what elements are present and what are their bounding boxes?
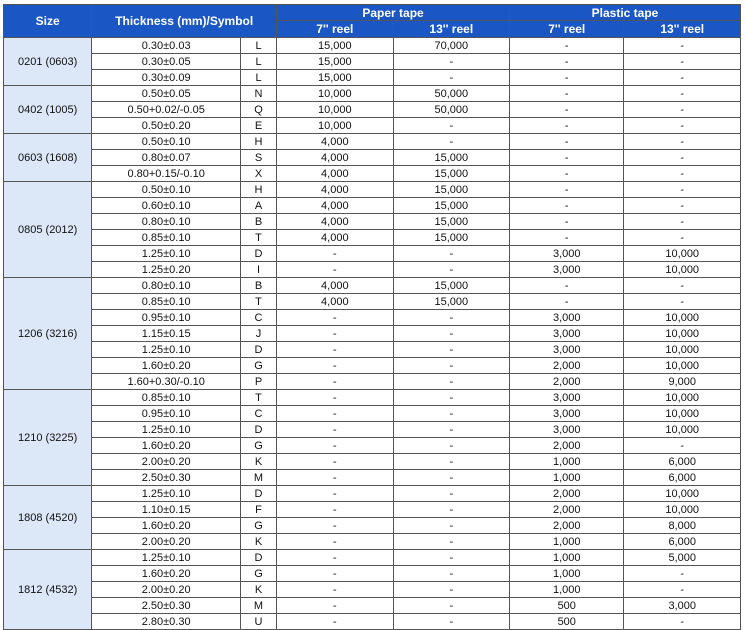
paper-7-reel-cell: 4,000: [277, 230, 393, 246]
thickness-cell: 0.50±0.10: [92, 182, 241, 198]
table-row: [4, 166, 741, 182]
paper-7-reel-cell: -: [277, 534, 393, 550]
symbol-cell: Q: [240, 102, 276, 118]
header-paper-7-reel: 7'' reel: [277, 21, 393, 38]
plastic-7-reel-cell: 2,000: [510, 518, 624, 534]
paper-13-reel-cell: 15,000: [393, 166, 509, 182]
symbol-cell: G: [240, 438, 276, 454]
paper-7-reel-cell: -: [277, 454, 393, 470]
plastic-13-reel-cell: -: [624, 38, 741, 54]
plastic-13-reel-cell: 5,000: [624, 550, 741, 566]
paper-7-reel-cell: -: [277, 470, 393, 486]
symbol-cell: E: [240, 118, 276, 134]
plastic-7-reel-cell: 500: [510, 598, 624, 614]
paper-7-reel-cell: -: [277, 582, 393, 598]
plastic-13-reel-cell: 10,000: [624, 262, 741, 278]
plastic-13-reel-cell: 9,000: [624, 374, 741, 390]
plastic-13-reel-cell: 10,000: [624, 390, 741, 406]
symbol-cell: K: [240, 454, 276, 470]
plastic-7-reel-cell: -: [510, 230, 624, 246]
symbol-cell: L: [240, 54, 276, 70]
plastic-7-reel-cell: -: [510, 134, 624, 150]
symbol-cell: L: [240, 70, 276, 86]
plastic-7-reel-cell: 500: [510, 614, 624, 630]
symbol-cell: D: [240, 550, 276, 566]
table-row: [4, 246, 741, 262]
plastic-7-reel-cell: 2,000: [510, 358, 624, 374]
thickness-cell: 0.50±0.20: [92, 118, 241, 134]
size-cell: 0402 (1005): [4, 86, 92, 134]
thickness-cell: 1.15±0.15: [92, 326, 241, 342]
symbol-cell: B: [240, 214, 276, 230]
paper-13-reel-cell: -: [393, 70, 509, 86]
paper-13-reel-cell: 15,000: [393, 198, 509, 214]
thickness-cell: 1.60+0.30/-0.10: [92, 374, 241, 390]
thickness-cell: 1.10±0.15: [92, 502, 241, 518]
packaging-table: [3, 4, 741, 630]
plastic-7-reel-cell: 2,000: [510, 438, 624, 454]
symbol-cell: H: [240, 134, 276, 150]
paper-13-reel-cell: -: [393, 582, 509, 598]
thickness-cell: 1.25±0.10: [92, 486, 241, 502]
plastic-7-reel-cell: -: [510, 198, 624, 214]
paper-7-reel-cell: 4,000: [277, 182, 393, 198]
symbol-cell: X: [240, 166, 276, 182]
paper-13-reel-cell: -: [393, 342, 509, 358]
paper-13-reel-cell: -: [393, 358, 509, 374]
plastic-7-reel-cell: 1,000: [510, 470, 624, 486]
plastic-7-reel-cell: -: [510, 118, 624, 134]
thickness-cell: 2.80±0.30: [92, 614, 241, 630]
table-row: [4, 230, 741, 246]
table-row: [4, 150, 741, 166]
paper-13-reel-cell: 15,000: [393, 182, 509, 198]
table-row: [4, 390, 741, 406]
size-cell: 0805 (2012): [4, 182, 92, 278]
plastic-13-reel-cell: 10,000: [624, 486, 741, 502]
paper-13-reel-cell: -: [393, 54, 509, 70]
symbol-cell: D: [240, 246, 276, 262]
size-cell: 1812 (4532): [4, 550, 92, 630]
plastic-13-reel-cell: -: [624, 54, 741, 70]
paper-7-reel-cell: 15,000: [277, 70, 393, 86]
table-row: [4, 454, 741, 470]
paper-7-reel-cell: -: [277, 326, 393, 342]
paper-13-reel-cell: -: [393, 326, 509, 342]
thickness-cell: 2.00±0.20: [92, 582, 241, 598]
table-row: [4, 262, 741, 278]
paper-13-reel-cell: -: [393, 390, 509, 406]
symbol-cell: U: [240, 614, 276, 630]
plastic-7-reel-cell: -: [510, 294, 624, 310]
thickness-cell: 0.50+0.02/-0.05: [92, 102, 241, 118]
thickness-cell: 1.25±0.10: [92, 550, 241, 566]
thickness-cell: 2.00±0.20: [92, 534, 241, 550]
plastic-13-reel-cell: -: [624, 198, 741, 214]
table-row: [4, 518, 741, 534]
paper-7-reel-cell: -: [277, 550, 393, 566]
plastic-13-reel-cell: -: [624, 438, 741, 454]
symbol-cell: H: [240, 182, 276, 198]
table-row: [4, 326, 741, 342]
plastic-7-reel-cell: 1,000: [510, 454, 624, 470]
plastic-13-reel-cell: 3,000: [624, 598, 741, 614]
table-row: [4, 118, 741, 134]
plastic-7-reel-cell: -: [510, 54, 624, 70]
thickness-cell: 0.50±0.10: [92, 134, 241, 150]
paper-7-reel-cell: -: [277, 614, 393, 630]
header-paper-tape: Paper tape: [277, 5, 510, 21]
plastic-13-reel-cell: -: [624, 582, 741, 598]
plastic-13-reel-cell: -: [624, 614, 741, 630]
plastic-13-reel-cell: -: [624, 230, 741, 246]
thickness-cell: 0.95±0.10: [92, 406, 241, 422]
paper-7-reel-cell: 4,000: [277, 134, 393, 150]
symbol-cell: T: [240, 294, 276, 310]
table-row: [4, 438, 741, 454]
plastic-13-reel-cell: 8,000: [624, 518, 741, 534]
thickness-cell: 0.60±0.10: [92, 198, 241, 214]
table-row: [4, 358, 741, 374]
symbol-cell: M: [240, 598, 276, 614]
paper-13-reel-cell: -: [393, 534, 509, 550]
paper-7-reel-cell: -: [277, 486, 393, 502]
thickness-cell: 1.60±0.20: [92, 438, 241, 454]
table-row: [4, 470, 741, 486]
paper-13-reel-cell: -: [393, 566, 509, 582]
paper-13-reel-cell: -: [393, 134, 509, 150]
paper-13-reel-cell: -: [393, 454, 509, 470]
plastic-13-reel-cell: 10,000: [624, 326, 741, 342]
plastic-13-reel-cell: -: [624, 294, 741, 310]
paper-13-reel-cell: 50,000: [393, 102, 509, 118]
thickness-cell: 1.25±0.20: [92, 262, 241, 278]
plastic-7-reel-cell: 1,000: [510, 550, 624, 566]
plastic-7-reel-cell: 2,000: [510, 502, 624, 518]
plastic-13-reel-cell: -: [624, 118, 741, 134]
table-row: [4, 486, 741, 502]
size-cell: 1206 (3216): [4, 278, 92, 390]
paper-7-reel-cell: 15,000: [277, 54, 393, 70]
paper-7-reel-cell: 4,000: [277, 214, 393, 230]
table-row: [4, 278, 741, 294]
plastic-7-reel-cell: 3,000: [510, 310, 624, 326]
plastic-13-reel-cell: -: [624, 86, 741, 102]
symbol-cell: N: [240, 86, 276, 102]
thickness-cell: 0.95±0.10: [92, 310, 241, 326]
symbol-cell: D: [240, 342, 276, 358]
paper-13-reel-cell: -: [393, 518, 509, 534]
paper-7-reel-cell: -: [277, 310, 393, 326]
symbol-cell: G: [240, 358, 276, 374]
symbol-cell: G: [240, 518, 276, 534]
table-row: [4, 582, 741, 598]
plastic-13-reel-cell: 6,000: [624, 454, 741, 470]
paper-13-reel-cell: -: [393, 502, 509, 518]
plastic-13-reel-cell: -: [624, 278, 741, 294]
paper-7-reel-cell: -: [277, 406, 393, 422]
size-cell: 1808 (4520): [4, 486, 92, 550]
plastic-7-reel-cell: 3,000: [510, 246, 624, 262]
plastic-7-reel-cell: 3,000: [510, 262, 624, 278]
table-row: [4, 406, 741, 422]
paper-7-reel-cell: -: [277, 374, 393, 390]
table-row: [4, 214, 741, 230]
thickness-cell: 0.30±0.09: [92, 70, 241, 86]
plastic-13-reel-cell: -: [624, 182, 741, 198]
thickness-cell: 0.80±0.07: [92, 150, 241, 166]
thickness-cell: 1.60±0.20: [92, 358, 241, 374]
paper-13-reel-cell: -: [393, 486, 509, 502]
plastic-13-reel-cell: 10,000: [624, 502, 741, 518]
plastic-7-reel-cell: -: [510, 70, 624, 86]
thickness-cell: 0.80±0.10: [92, 214, 241, 230]
table-body: [4, 38, 741, 630]
paper-13-reel-cell: 15,000: [393, 214, 509, 230]
plastic-13-reel-cell: 6,000: [624, 470, 741, 486]
symbol-cell: F: [240, 502, 276, 518]
paper-13-reel-cell: 50,000: [393, 86, 509, 102]
paper-13-reel-cell: -: [393, 262, 509, 278]
plastic-13-reel-cell: -: [624, 566, 741, 582]
table-row: [4, 422, 741, 438]
table-row: [4, 342, 741, 358]
paper-7-reel-cell: -: [277, 422, 393, 438]
paper-7-reel-cell: -: [277, 598, 393, 614]
plastic-7-reel-cell: -: [510, 166, 624, 182]
table-row: [4, 294, 741, 310]
plastic-7-reel-cell: 1,000: [510, 582, 624, 598]
table-row: [4, 534, 741, 550]
symbol-cell: S: [240, 150, 276, 166]
plastic-7-reel-cell: 3,000: [510, 342, 624, 358]
thickness-cell: 1.25±0.10: [92, 246, 241, 262]
plastic-13-reel-cell: -: [624, 166, 741, 182]
paper-7-reel-cell: -: [277, 262, 393, 278]
paper-7-reel-cell: 15,000: [277, 38, 393, 54]
paper-13-reel-cell: -: [393, 438, 509, 454]
plastic-7-reel-cell: 1,000: [510, 534, 624, 550]
header-thickness: Thickness (mm)/Symbol: [92, 5, 277, 38]
thickness-cell: 2.50±0.30: [92, 598, 241, 614]
paper-13-reel-cell: -: [393, 246, 509, 262]
plastic-7-reel-cell: -: [510, 214, 624, 230]
paper-13-reel-cell: -: [393, 598, 509, 614]
thickness-cell: 0.30±0.05: [92, 54, 241, 70]
thickness-cell: 0.80+0.15/-0.10: [92, 166, 241, 182]
paper-13-reel-cell: 15,000: [393, 230, 509, 246]
plastic-13-reel-cell: 6,000: [624, 534, 741, 550]
table-row: [4, 70, 741, 86]
plastic-13-reel-cell: -: [624, 134, 741, 150]
plastic-13-reel-cell: -: [624, 150, 741, 166]
paper-7-reel-cell: 4,000: [277, 278, 393, 294]
table-row: [4, 310, 741, 326]
plastic-7-reel-cell: 2,000: [510, 374, 624, 390]
paper-7-reel-cell: -: [277, 390, 393, 406]
paper-13-reel-cell: 15,000: [393, 150, 509, 166]
thickness-cell: 1.60±0.20: [92, 518, 241, 534]
paper-13-reel-cell: -: [393, 422, 509, 438]
thickness-cell: 0.80±0.10: [92, 278, 241, 294]
paper-13-reel-cell: -: [393, 406, 509, 422]
paper-7-reel-cell: 4,000: [277, 150, 393, 166]
symbol-cell: G: [240, 566, 276, 582]
plastic-13-reel-cell: 10,000: [624, 246, 741, 262]
plastic-13-reel-cell: -: [624, 214, 741, 230]
plastic-7-reel-cell: 3,000: [510, 422, 624, 438]
plastic-7-reel-cell: -: [510, 182, 624, 198]
symbol-cell: K: [240, 534, 276, 550]
header-paper-13-reel: 13'' reel: [393, 21, 509, 38]
symbol-cell: K: [240, 582, 276, 598]
symbol-cell: L: [240, 38, 276, 54]
table-row: [4, 550, 741, 566]
plastic-7-reel-cell: -: [510, 102, 624, 118]
table-row: [4, 198, 741, 214]
table-row: [4, 54, 741, 70]
size-cell: 1210 (3225): [4, 390, 92, 486]
table-row: [4, 374, 741, 390]
paper-7-reel-cell: 10,000: [277, 86, 393, 102]
paper-13-reel-cell: -: [393, 118, 509, 134]
paper-13-reel-cell: 70,000: [393, 38, 509, 54]
thickness-cell: 2.00±0.20: [92, 454, 241, 470]
paper-7-reel-cell: -: [277, 358, 393, 374]
header-plastic-7-reel: 7'' reel: [510, 21, 624, 38]
thickness-cell: 2.50±0.30: [92, 470, 241, 486]
paper-7-reel-cell: 10,000: [277, 118, 393, 134]
plastic-13-reel-cell: 10,000: [624, 358, 741, 374]
paper-7-reel-cell: -: [277, 566, 393, 582]
plastic-7-reel-cell: 2,000: [510, 486, 624, 502]
plastic-13-reel-cell: 10,000: [624, 422, 741, 438]
paper-13-reel-cell: -: [393, 550, 509, 566]
paper-7-reel-cell: -: [277, 438, 393, 454]
header-size: Size: [4, 5, 92, 38]
thickness-cell: 1.60±0.20: [92, 566, 241, 582]
paper-13-reel-cell: 15,000: [393, 294, 509, 310]
plastic-7-reel-cell: -: [510, 38, 624, 54]
symbol-cell: P: [240, 374, 276, 390]
plastic-13-reel-cell: 10,000: [624, 310, 741, 326]
paper-13-reel-cell: -: [393, 374, 509, 390]
paper-7-reel-cell: 4,000: [277, 198, 393, 214]
header-plastic-13-reel: 13'' reel: [624, 21, 741, 38]
paper-13-reel-cell: -: [393, 470, 509, 486]
thickness-cell: 0.85±0.10: [92, 390, 241, 406]
paper-7-reel-cell: 4,000: [277, 166, 393, 182]
paper-7-reel-cell: 4,000: [277, 294, 393, 310]
thickness-cell: 0.85±0.10: [92, 230, 241, 246]
symbol-cell: C: [240, 406, 276, 422]
plastic-13-reel-cell: -: [624, 102, 741, 118]
thickness-cell: 0.30±0.03: [92, 38, 241, 54]
table-row: [4, 502, 741, 518]
table-row: [4, 614, 741, 630]
table-row: [4, 86, 741, 102]
plastic-7-reel-cell: 1,000: [510, 566, 624, 582]
symbol-cell: B: [240, 278, 276, 294]
plastic-13-reel-cell: -: [624, 70, 741, 86]
table-row: [4, 102, 741, 118]
symbol-cell: C: [240, 310, 276, 326]
symbol-cell: T: [240, 230, 276, 246]
symbol-cell: M: [240, 470, 276, 486]
thickness-cell: 0.85±0.10: [92, 294, 241, 310]
size-cell: 0201 (0603): [4, 38, 92, 86]
paper-13-reel-cell: -: [393, 310, 509, 326]
table-row: [4, 134, 741, 150]
plastic-7-reel-cell: 3,000: [510, 326, 624, 342]
plastic-7-reel-cell: -: [510, 86, 624, 102]
table-row: [4, 182, 741, 198]
plastic-13-reel-cell: 10,000: [624, 342, 741, 358]
paper-13-reel-cell: 15,000: [393, 278, 509, 294]
paper-7-reel-cell: -: [277, 342, 393, 358]
plastic-7-reel-cell: 3,000: [510, 406, 624, 422]
thickness-cell: 1.25±0.10: [92, 422, 241, 438]
thickness-cell: 1.25±0.10: [92, 342, 241, 358]
symbol-cell: D: [240, 486, 276, 502]
symbol-cell: A: [240, 198, 276, 214]
paper-13-reel-cell: -: [393, 614, 509, 630]
table-row: [4, 566, 741, 582]
size-cell: 0603 (1608): [4, 134, 92, 182]
thickness-cell: 0.50±0.05: [92, 86, 241, 102]
symbol-cell: D: [240, 422, 276, 438]
symbol-cell: I: [240, 262, 276, 278]
paper-7-reel-cell: -: [277, 246, 393, 262]
paper-7-reel-cell: -: [277, 518, 393, 534]
paper-7-reel-cell: -: [277, 502, 393, 518]
paper-7-reel-cell: 10,000: [277, 102, 393, 118]
table-row: [4, 38, 741, 54]
plastic-7-reel-cell: -: [510, 278, 624, 294]
plastic-13-reel-cell: 10,000: [624, 406, 741, 422]
plastic-7-reel-cell: -: [510, 150, 624, 166]
symbol-cell: J: [240, 326, 276, 342]
header-plastic-tape: Plastic tape: [510, 5, 741, 21]
plastic-7-reel-cell: 3,000: [510, 390, 624, 406]
symbol-cell: T: [240, 390, 276, 406]
